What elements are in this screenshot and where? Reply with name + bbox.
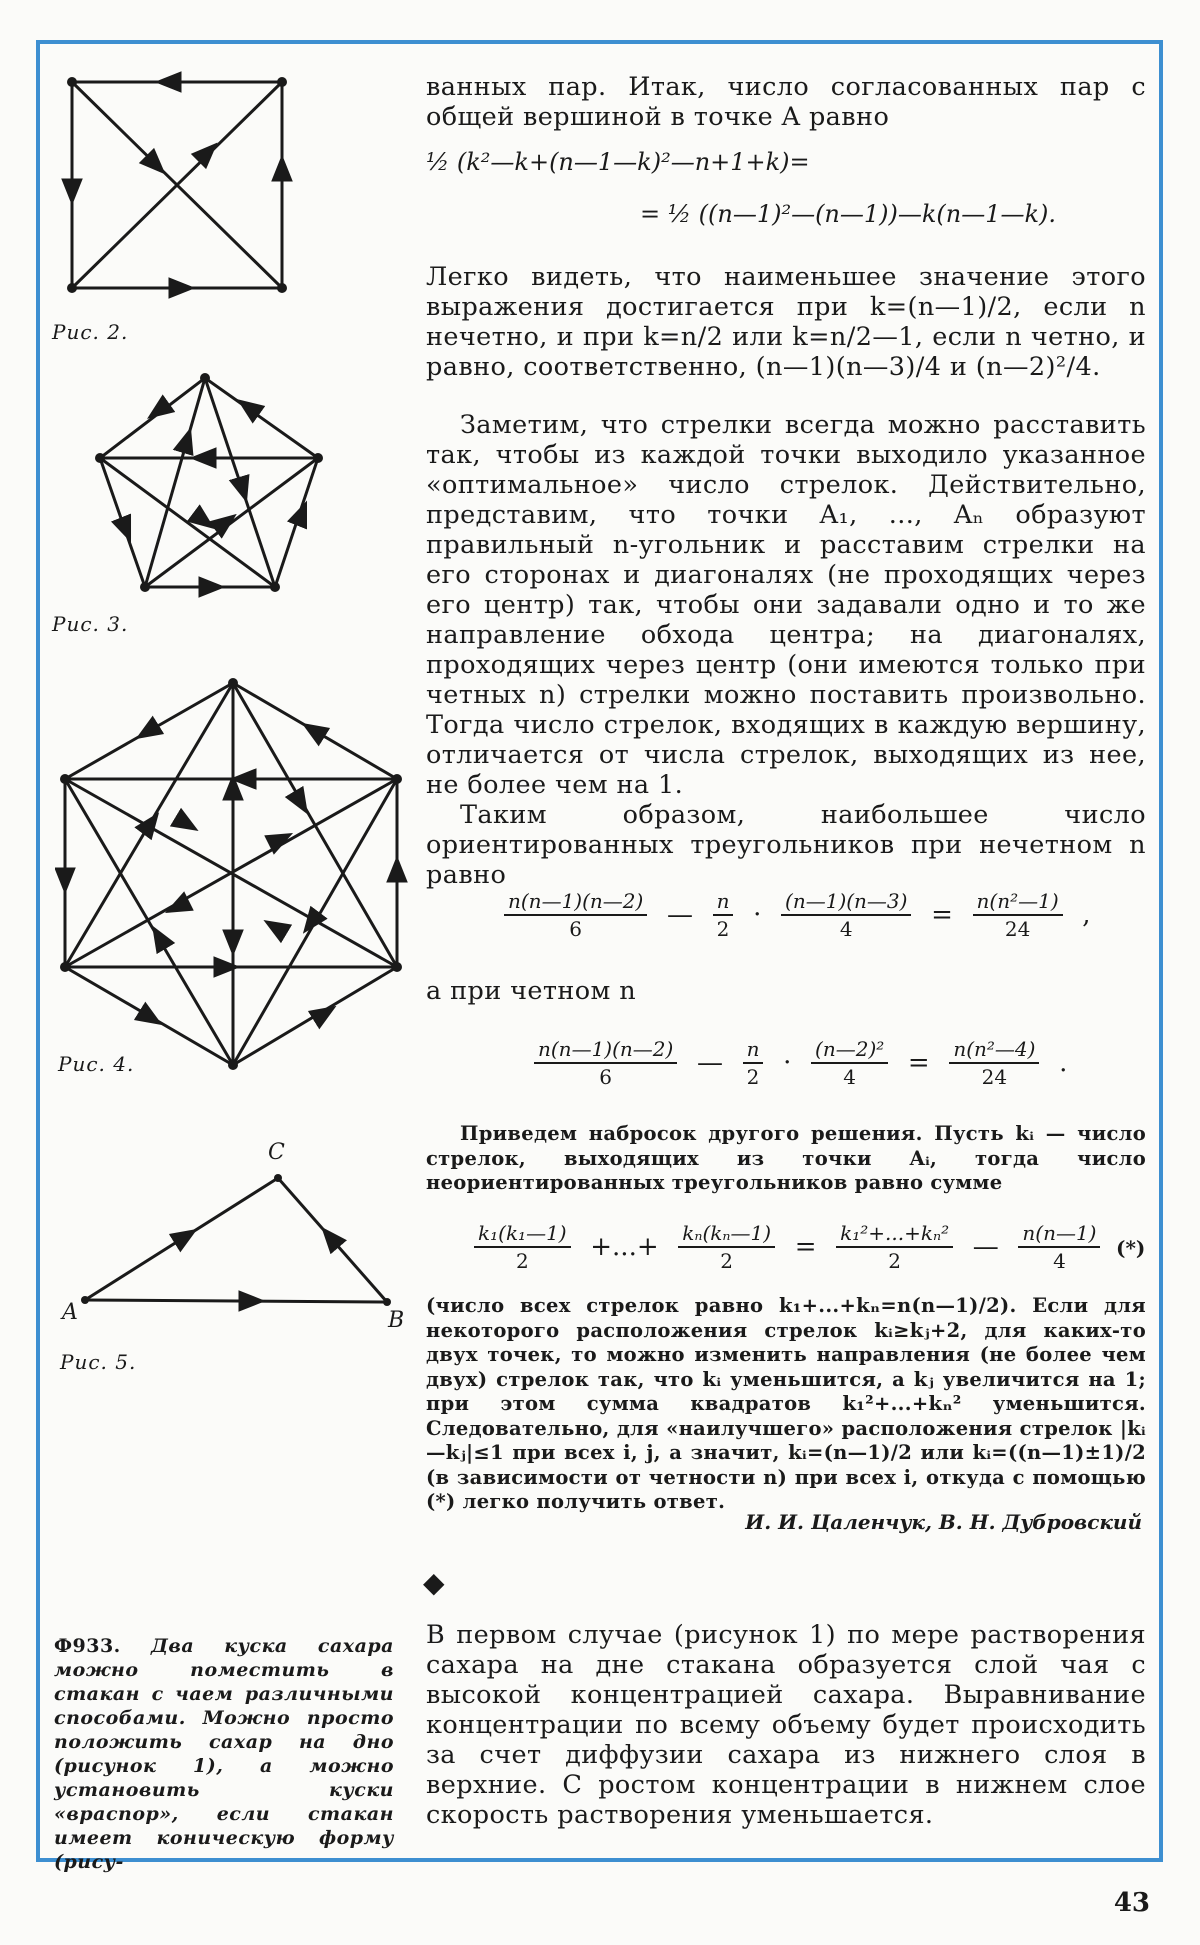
paragraph-3-text: Заметим, что стрелки всегда можно расставить так, чтобы из каждой точки выходило указанное «оптимальное» число стрелок. Действительно, представим, что точки A₁, ..., Aₙ образуют правильный n-угольник и расставим стрелки на его сторонах и диагоналях (не проходящих через его центр) так, чтобы они задавали одно и то же направление обхода центра; на диагоналях, проходящих через центр (они имеются только при четных n) стрелки можно поставить произвольно. Тогда число стрелок, входящих в каждую вершину, отличается от числа стрелок, выходящих из нее, не более чем на 1.	[426, 410, 1146, 800]
f2-a-den: 6	[569, 917, 583, 941]
f3-r-num: n(n²—4)	[949, 1036, 1039, 1064]
formula-4-tag: (*)	[1116, 1236, 1146, 1260]
f3-r-den: 24	[981, 1065, 1008, 1089]
f3-c-num: (n—2)²	[811, 1036, 888, 1064]
f2-end: ,	[1082, 900, 1091, 930]
section-diamond: ◆	[423, 1566, 445, 1599]
f2-b-num: n	[713, 888, 734, 916]
f4-d-den: 4	[1053, 1249, 1066, 1273]
paragraph-4-text: Таким образом, наибольшее число ориентированных треугольников при нечетном n равно	[426, 800, 1146, 890]
small-paragraph-2-text: (число всех стрелок равно k₁+...+kₙ=n(n—1)/2). Если для некоторого расположения стрелок kᵢ≥kⱼ+2, для каких-то двух точек, то можно изменить направления (не более чем двух) стрелок так, что kᵢ уменьшится, а kⱼ увеличится на 1; при этом сумма квадратов k₁²+...+kₙ² уменьшится. Следовательно, для «наилучшего» расположения стрелок |kᵢ—kⱼ|≤1 при всех i, j, а значит, kᵢ=(n—1)/2 или kᵢ=((n—1)±1)/2 (в зависимости от четности n) при всех i, откуда с помощью (*) легко получить ответ.	[426, 1294, 1146, 1513]
figure-2-caption: Рис. 2.	[52, 320, 129, 344]
f2-c-den: 4	[839, 917, 853, 941]
f4-b-num: kₙ(kₙ—1)	[678, 1220, 775, 1248]
problem-text: Два куска сахара можно поместить в стакан с чаем различными способами. Можно просто положить сахар на дно (рисунок 1), а можно установить куски «враспор», если стакан имеет коническую форму (рису-	[54, 1635, 394, 1873]
figure-5-caption: Рис. 5.	[60, 1350, 137, 1374]
vertex-label-a: A	[62, 1300, 79, 1325]
f2-r-num: n(n²—1)	[973, 888, 1063, 916]
small-paragraph-2	[426, 1294, 1146, 1515]
figure-5	[60, 1140, 410, 1340]
paragraph-2-text: Легко видеть, что наименьшее значение этого выражения достигается при k=(n—1)/2, если n нечетно, и при k=n/2 или k=n/2—1, если n четно, и равно, соответственно, (n—1)(n—3)/4 и (n—2)²/4.	[426, 262, 1146, 382]
problem-id: Ф933.	[54, 1635, 121, 1657]
problem-f933	[54, 1634, 394, 1874]
f3-end: .	[1059, 1048, 1068, 1078]
f3-a-den: 6	[599, 1065, 613, 1089]
vertex-label-b: B	[388, 1308, 406, 1333]
f4-d-num: n(n—1)	[1018, 1220, 1100, 1248]
formula-3: $\frac{n(n—1)(n—2)}{6}$ — $\frac{n}{2}$ · $\frac{\text{(n—2)²}}{4}$ = $\frac{\text{n(n²—4)}}{24}$ .	[530, 1036, 1075, 1090]
answer-paragraph	[426, 1620, 1146, 1830]
formula-1-line-1: ½ (k²—k+(n—1—k)²—n+1+k)=	[426, 148, 810, 176]
answer-text: В первом случае (рисунок 1) по мере растворения сахара на дне стакана образуется слой чая с высокой концентрацией сахара. Выравнивание концентрации по всему объему будет происходить за счет диффузии сахара из нижнего слоя в верхние. С ростом концентрации в нижнем слое скорость растворения уменьшается.	[426, 1620, 1146, 1830]
f2-a-num: n(n—1)(n—2)	[504, 888, 647, 916]
paragraph-5	[426, 976, 1146, 1006]
f4-mid: +...+	[590, 1232, 659, 1262]
f4-b-den: 2	[720, 1249, 734, 1273]
formula-1-line-2: = ½ ((n—1)²—(n—1))—k(n—1—k).	[640, 200, 1057, 228]
formula-2: $\frac{n(n—1)(n—2)}{6}$ — $\frac{n}{2}$ · $\frac{(n—1)(n—3)}{4}$ = $\frac{\text{n(n²—1)}}{24}$ ,	[500, 888, 1099, 942]
small-paragraph-1-text: Приведем набросок другого решения. Пусть kᵢ — число стрелок, выходящих из точки Aᵢ, тогда число неориентированных треугольников равно сумме	[426, 1122, 1146, 1194]
vertex-label-c: C	[268, 1140, 286, 1165]
formula-4: $\frac{\text{k₁(k₁—1)}}{2}$ +...+ $\frac{\text{kₙ(kₙ—1)}}{2}$ = $\frac{\text{k₁²+...+kₙ²}}{2}$ — $\frac{n(n—1)}{4}$	[470, 1220, 1104, 1274]
figure-3	[90, 370, 330, 600]
figure-4	[55, 675, 415, 1075]
f2-b-den: 2	[716, 917, 730, 941]
f2-r-den: 24	[1004, 917, 1031, 941]
paragraph-5-text: а при четном n	[426, 976, 637, 1006]
paragraph-3	[426, 410, 1146, 800]
f4-c-den: 2	[888, 1249, 901, 1273]
small-paragraph-1	[426, 1122, 1146, 1196]
f4-c-num: k₁²+...+kₙ²	[836, 1220, 953, 1248]
authors: И. И. Цаленчук, В. Н. Дубровский	[745, 1510, 1142, 1534]
f3-b-num: n	[743, 1036, 764, 1064]
paragraph-1	[426, 72, 1146, 132]
f4-a-num: k₁(k₁—1)	[474, 1220, 571, 1248]
paragraph-4	[426, 800, 1146, 890]
figure-3-caption: Рис. 3.	[52, 612, 129, 636]
figure-2	[60, 70, 300, 300]
f4-a-den: 2	[515, 1249, 529, 1273]
f3-b-den: 2	[746, 1065, 760, 1089]
f2-c-num: (n—1)(n—3)	[781, 888, 911, 916]
paragraph-1-text: ванных пар. Итак, число согласованных пар с общей вершиной в точке A равно	[426, 72, 1146, 132]
page-number: 43	[1113, 1888, 1150, 1918]
figure-4-caption: Рис. 4.	[58, 1052, 135, 1076]
paragraph-2	[426, 262, 1146, 382]
f3-c-den: 4	[843, 1065, 857, 1089]
f3-a-num: n(n—1)(n—2)	[534, 1036, 677, 1064]
